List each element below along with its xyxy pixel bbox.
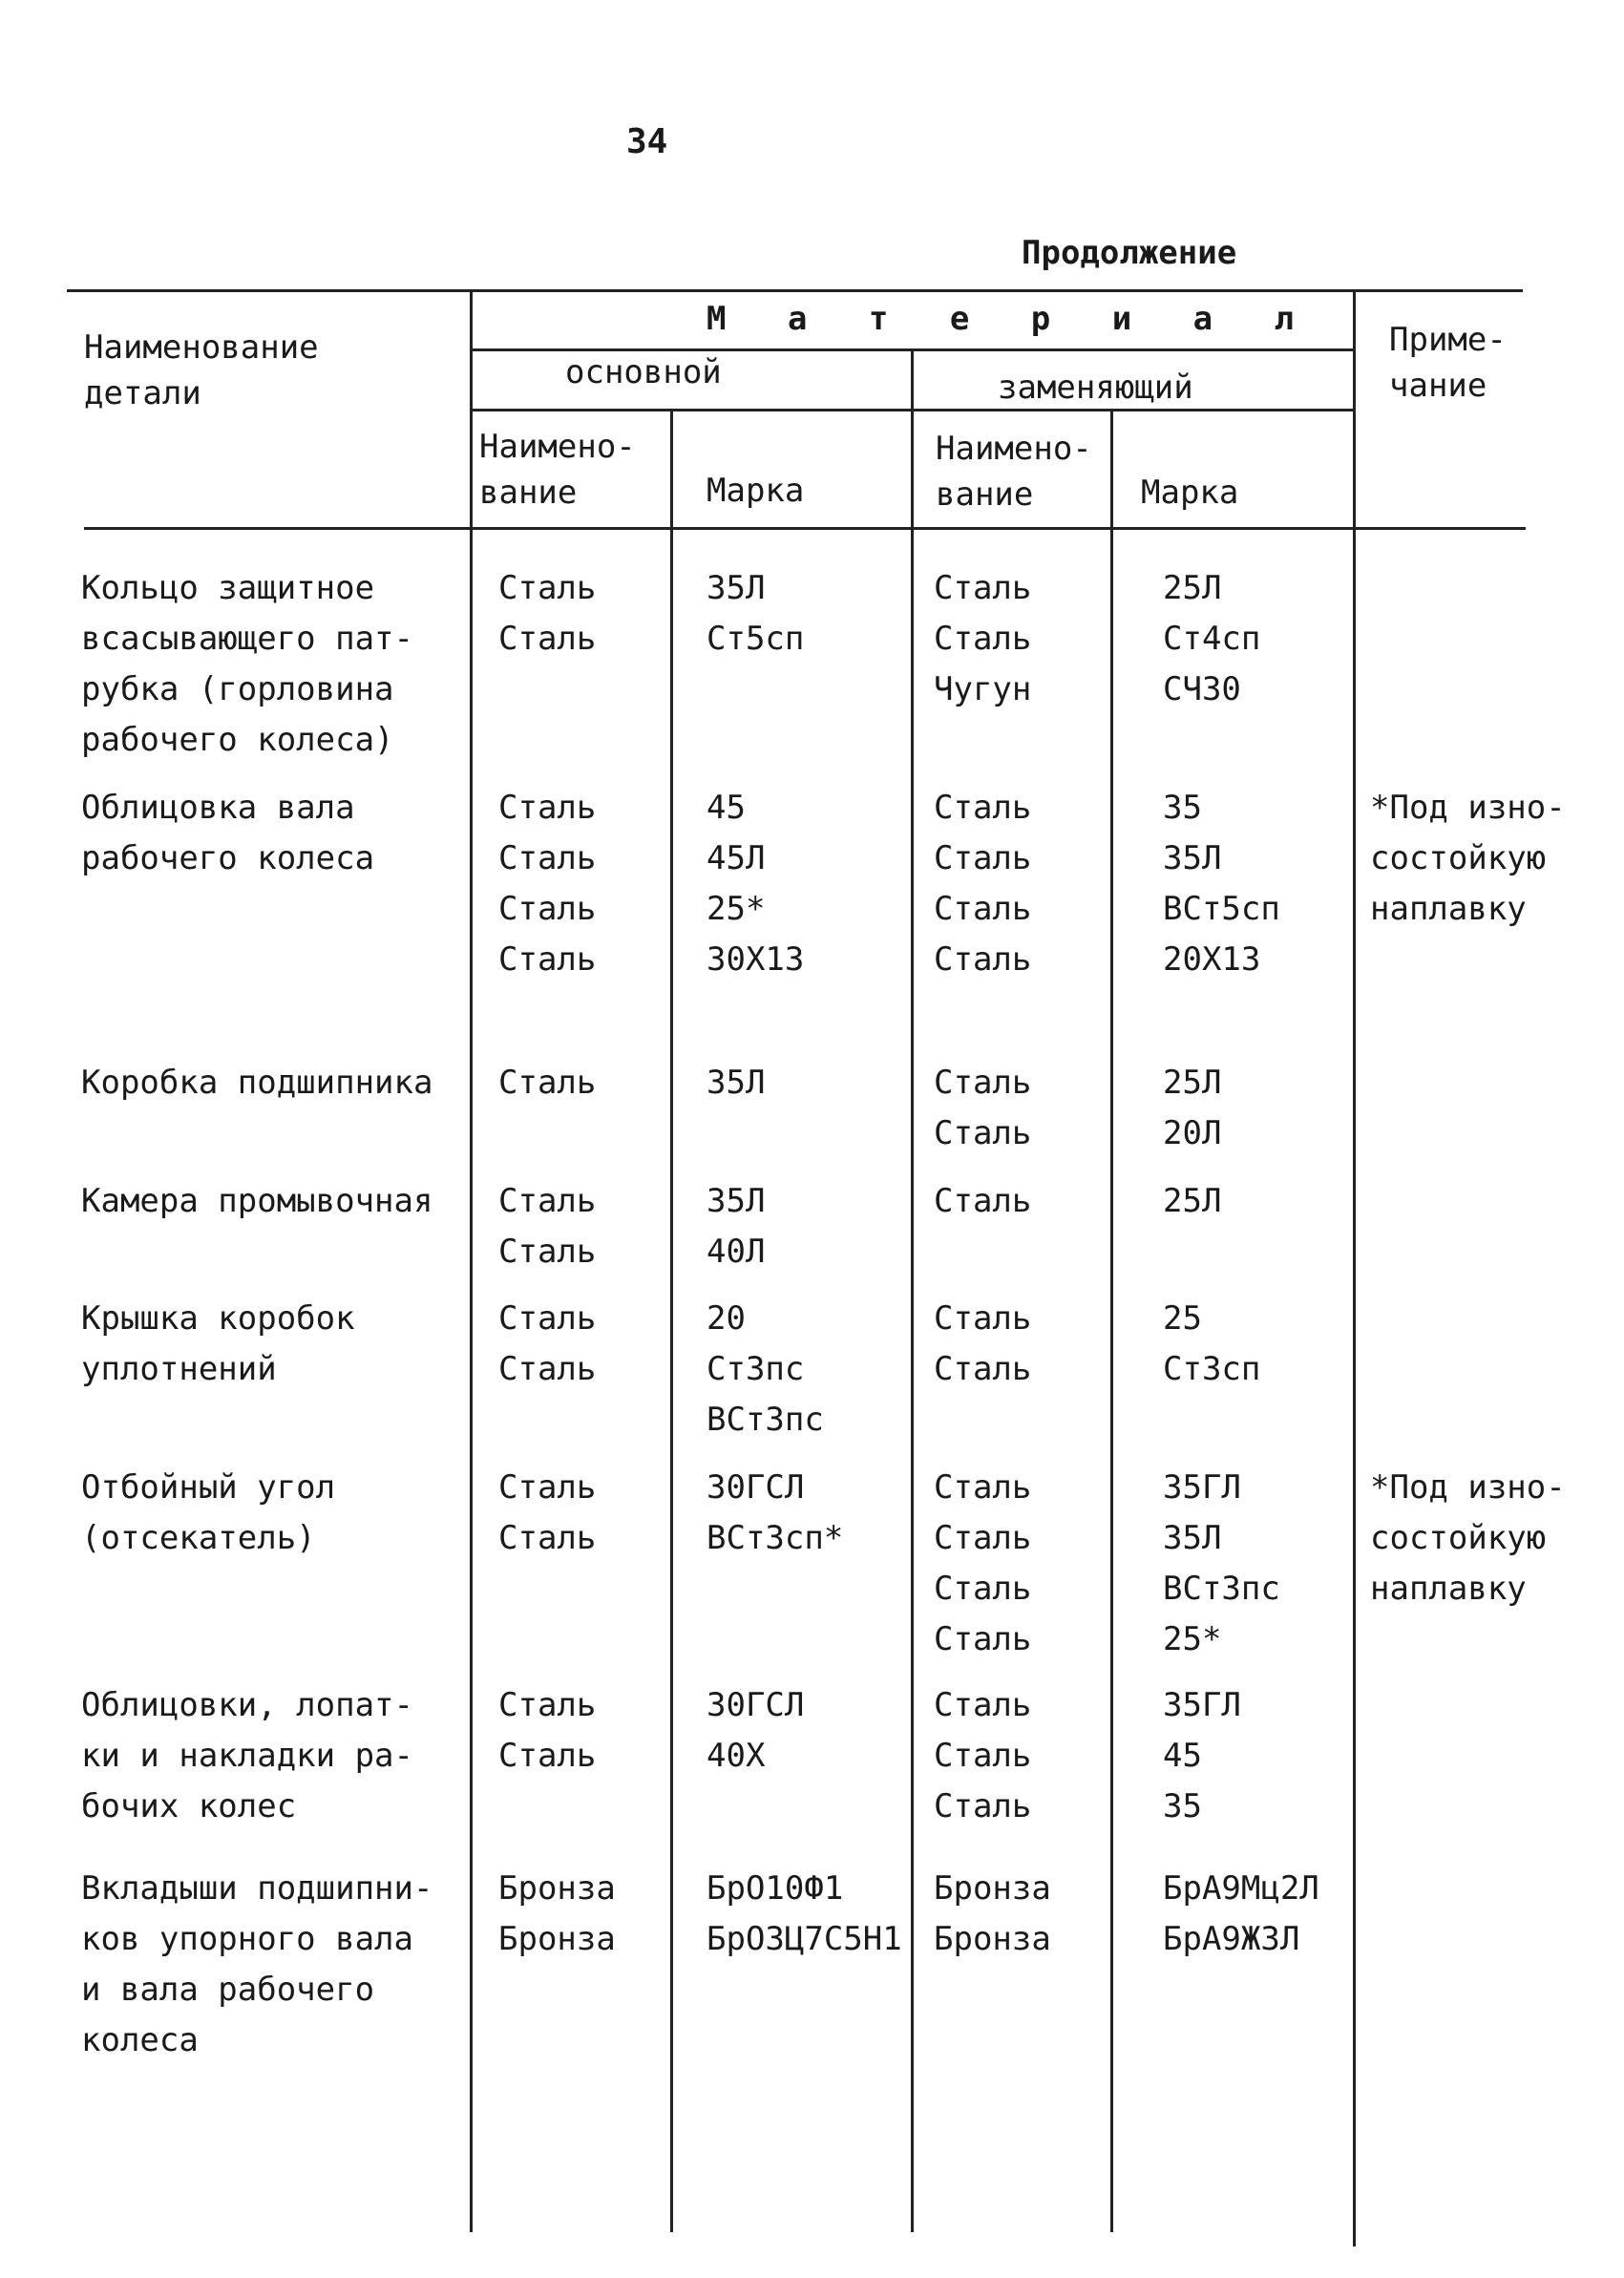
cell-line: Ст3сп [1163, 1350, 1261, 1388]
cell-main-grade [707, 563, 804, 664]
header-note: Приме- чание [1389, 321, 1507, 405]
cell-line: 45 [1163, 1737, 1202, 1775]
cell-sub-name [934, 1176, 1031, 1227]
cell-sub-name [934, 1864, 1051, 1965]
cell-line: Сталь [498, 940, 597, 979]
cell-line: *Под изно- [1370, 1468, 1566, 1507]
cell-line: 25* [707, 890, 766, 928]
cell-line: Сталь [934, 890, 1032, 928]
cell-line: Облицовки, лопат- [81, 1686, 413, 1724]
cell-line: 40Х [707, 1737, 766, 1775]
cell-line: наплавку [1370, 1570, 1527, 1608]
header-primary: основной [565, 353, 722, 391]
cell-line: 25Л [1163, 1182, 1222, 1220]
cell-line: Сталь [934, 620, 1032, 658]
cell-sub-name [934, 1294, 1031, 1395]
header-material: М а т е р и а л [707, 300, 1316, 338]
cell-line: Сталь [934, 940, 1032, 979]
cell-line: Отбойный угол [81, 1468, 336, 1507]
cell-line: Сталь [498, 1233, 597, 1271]
cell-line: Сталь [934, 1468, 1032, 1507]
cell-main-grade [707, 783, 804, 985]
cell-line: Сталь [934, 1787, 1032, 1825]
cell-sub-name [934, 783, 1031, 985]
cell-sub-grade [1163, 783, 1280, 985]
cell-line: всасывающего пат- [81, 620, 413, 658]
cell-line: СЧ30 [1163, 670, 1241, 708]
cell-line: Сталь [934, 839, 1032, 877]
col-line-1 [470, 289, 473, 2232]
cell-line: бочих колес [81, 1787, 297, 1825]
cell-line: Сталь [498, 890, 597, 928]
cell-line: 40Л [707, 1233, 766, 1271]
cell-sub-name [934, 1680, 1031, 1832]
cell-line: БрА9Мц2Л [1163, 1869, 1319, 1908]
cell-main-name [498, 783, 596, 985]
cell-line: состойкую [1370, 1519, 1547, 1557]
cell-line: ВСт3пс [1163, 1570, 1280, 1608]
cell-line: Сталь [498, 1350, 597, 1388]
cell-line: *Под изно- [1370, 789, 1566, 827]
header-part-name: Наименование детали [84, 328, 319, 412]
cell-line: Бронза [498, 1869, 616, 1908]
cell-line: Сталь [498, 1064, 597, 1102]
cell-main-grade [707, 1864, 902, 1965]
cell-line: Крышка коробок [81, 1299, 355, 1338]
cell-line: ВСт3сп* [707, 1519, 844, 1557]
cell-sub-grade [1163, 1864, 1319, 1965]
cell-line: Сталь [498, 1468, 597, 1507]
continuation-label: Продолжение [1022, 234, 1237, 272]
col-line-5 [1353, 289, 1356, 2246]
cell-main-name [498, 1463, 596, 1564]
cell-line: 30ГСЛ [707, 1686, 805, 1724]
cell-line: БрО10Ф1 [707, 1869, 844, 1908]
header-name: Наимено- вание [479, 428, 636, 512]
cell-line: (отсекатель) [81, 1519, 316, 1557]
cell-line: ков упорного вала [81, 1920, 413, 1958]
cell-line: состойкую [1370, 839, 1547, 877]
cell-sub-grade [1163, 1058, 1221, 1159]
table-top-border [67, 289, 1523, 292]
header-sub-grade: Марка [1141, 474, 1239, 512]
cell-line: Коробка подшипника [81, 1064, 433, 1102]
cell-part [81, 1294, 355, 1395]
cell-line: 45Л [707, 839, 766, 877]
col-line-3 [911, 348, 914, 2232]
cell-line: 35Л [707, 1182, 766, 1220]
cell-line: рубка (горловина [81, 670, 394, 708]
cell-line: 20 [707, 1299, 746, 1338]
cell-line: 20Х13 [1163, 940, 1261, 979]
cell-line: Бронза [934, 1869, 1051, 1908]
cell-line: и вала рабочего [81, 1971, 375, 2009]
cell-line: Сталь [498, 620, 597, 658]
cell-main-grade [707, 1058, 765, 1108]
cell-line: Ст4сп [1163, 620, 1261, 658]
cell-line: 35ГЛ [1163, 1468, 1241, 1507]
col-line-2 [670, 409, 673, 2232]
cell-line: ВСт5сп [1163, 890, 1280, 928]
cell-line: Сталь [498, 839, 597, 877]
cell-line: 25Л [1163, 569, 1222, 607]
cell-line: 30Х13 [707, 940, 805, 979]
cell-line: Камера промывочная [81, 1182, 433, 1220]
cell-line: 25 [1163, 1299, 1202, 1338]
cell-line: Сталь [498, 1182, 597, 1220]
cell-line: Сталь [934, 1350, 1032, 1388]
cell-main-name [498, 1058, 596, 1108]
cell-line: 35 [1163, 789, 1202, 827]
cell-line: Бронза [498, 1920, 616, 1958]
cell-line: колеса [81, 2021, 199, 2059]
cell-line: Вкладыши подшипни- [81, 1869, 433, 1908]
cell-line: Сталь [498, 569, 597, 607]
cell-line: Сталь [934, 1299, 1032, 1338]
cell-line: Сталь [934, 569, 1032, 607]
cell-line: БрО3Ц7С5Н1 [707, 1920, 902, 1958]
cell-sub-grade [1163, 563, 1260, 715]
cell-line: наплавку [1370, 890, 1527, 928]
page-number: 34 [626, 122, 668, 161]
header-grade: Марка [707, 472, 805, 510]
cell-line: 35ГЛ [1163, 1686, 1241, 1724]
cell-main-name [498, 1176, 596, 1277]
cell-line: Ст3пс [707, 1350, 805, 1388]
cell-main-grade [707, 1680, 804, 1782]
cell-part [81, 1463, 335, 1564]
cell-line: 35Л [1163, 839, 1222, 877]
cell-line: 35 [1163, 1787, 1202, 1825]
cell-line: Сталь [934, 1570, 1032, 1608]
cell-sub-grade [1163, 1463, 1280, 1665]
cell-line: Сталь [934, 1620, 1032, 1658]
cell-line: Кольцо защитное [81, 569, 375, 607]
cell-part [81, 1058, 432, 1108]
cell-part [81, 1680, 413, 1832]
header-bottom-border [84, 527, 1526, 530]
cell-line: Ст5сп [707, 620, 805, 658]
cell-note [1370, 783, 1566, 935]
cell-line: Чугун [934, 670, 1032, 708]
cell-line: Сталь [934, 1182, 1032, 1220]
cell-line: 20Л [1163, 1114, 1222, 1152]
cell-line: 25* [1163, 1620, 1222, 1658]
cell-line: Облицовка вала [81, 789, 355, 827]
cell-part [81, 1864, 432, 2066]
cell-line: рабочего колеса [81, 839, 375, 877]
cell-line: 30ГСЛ [707, 1468, 805, 1507]
cell-main-name [498, 563, 596, 664]
cell-line: Сталь [498, 1299, 597, 1338]
cell-sub-name [934, 563, 1031, 715]
cell-line: ВСт3пс [707, 1401, 824, 1439]
cell-sub-name [934, 1463, 1031, 1665]
cell-line: Сталь [934, 1114, 1032, 1152]
cell-note [1370, 1463, 1566, 1614]
header-substitute: заменяющий [998, 369, 1193, 407]
cell-line: Сталь [934, 789, 1032, 827]
cell-line: 35Л [707, 569, 766, 607]
cell-sub-grade [1163, 1680, 1241, 1832]
col-line-4 [1110, 409, 1113, 2232]
cell-line: рабочего колеса) [81, 721, 394, 759]
cell-part [81, 1176, 432, 1227]
cell-main-name [498, 1680, 596, 1782]
cell-line: Сталь [498, 1686, 597, 1724]
cell-line: 25Л [1163, 1064, 1222, 1102]
cell-line: 45 [707, 789, 746, 827]
cell-main-grade [707, 1294, 824, 1445]
cell-line: Сталь [498, 789, 597, 827]
cell-main-name [498, 1864, 616, 1965]
cell-line: Бронза [934, 1920, 1051, 1958]
cell-sub-name [934, 1058, 1031, 1159]
cell-line: Сталь [498, 1519, 597, 1557]
cell-line: Сталь [498, 1737, 597, 1775]
cell-line: Сталь [934, 1737, 1032, 1775]
cell-part [81, 563, 413, 766]
cell-line: 35Л [1163, 1519, 1222, 1557]
cell-main-grade [707, 1463, 843, 1564]
cell-main-name [498, 1294, 596, 1395]
cell-line: Сталь [934, 1519, 1032, 1557]
cell-line: Сталь [934, 1686, 1032, 1724]
cell-part [81, 783, 374, 884]
cell-line: уплотнений [81, 1350, 277, 1388]
cell-line: Сталь [934, 1064, 1032, 1102]
cell-main-grade [707, 1176, 765, 1277]
cell-line: ки и накладки ра- [81, 1737, 413, 1775]
cell-sub-grade [1163, 1294, 1260, 1395]
cell-line: 35Л [707, 1064, 766, 1102]
cell-line: БрА9Ж3Л [1163, 1920, 1300, 1958]
cell-sub-grade [1163, 1176, 1221, 1227]
header-sub-name: Наимено- вание [936, 430, 1092, 514]
